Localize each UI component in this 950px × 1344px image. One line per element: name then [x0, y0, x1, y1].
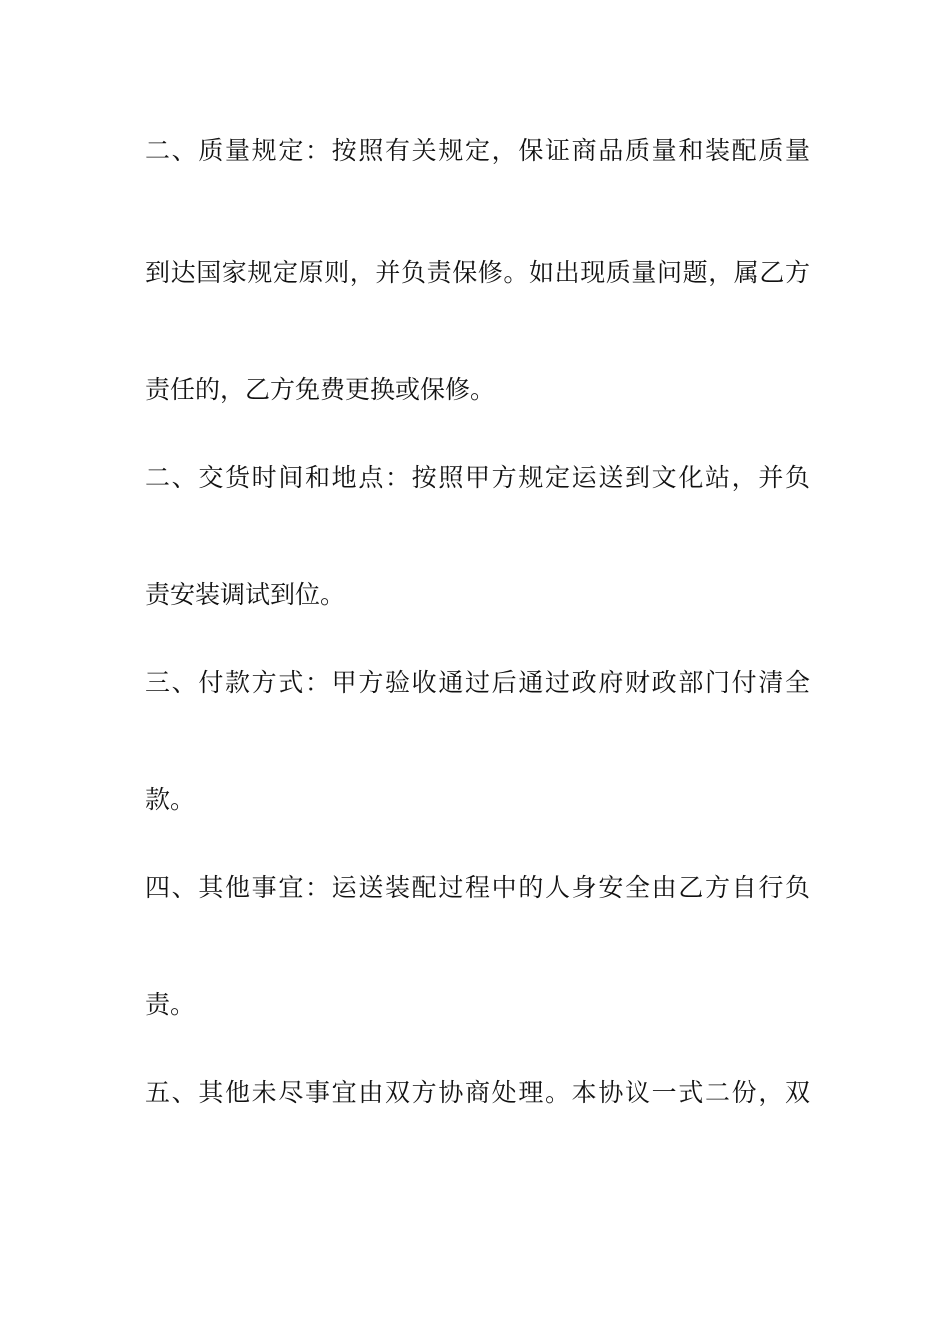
text-line-2: 到达国家规定原则，并负责保修。如出现质量问题，属乙方 — [145, 258, 810, 287]
text-line-1: 二、质量规定：按照有关规定，保证商品质量和装配质量 — [145, 136, 810, 165]
text-line-9: 责。 — [145, 990, 196, 1019]
text-line-8: 四、其他事宜：运送装配过程中的人身安全由乙方自行负 — [145, 873, 810, 902]
text-line-4: 二、交货时间和地点：按照甲方规定运送到文化站，并负 — [145, 463, 810, 492]
text-line-6: 三、付款方式：甲方验收通过后通过政府财政部门付清全 — [145, 668, 810, 697]
text-line-7: 款。 — [145, 785, 196, 814]
text-line-10: 五、其他未尽事宜由双方协商处理。本协议一式二份，双 — [145, 1078, 810, 1107]
text-line-3: 责任的，乙方免费更换或保修。 — [145, 375, 496, 404]
text-line-5: 责安装调试到位。 — [145, 580, 346, 609]
